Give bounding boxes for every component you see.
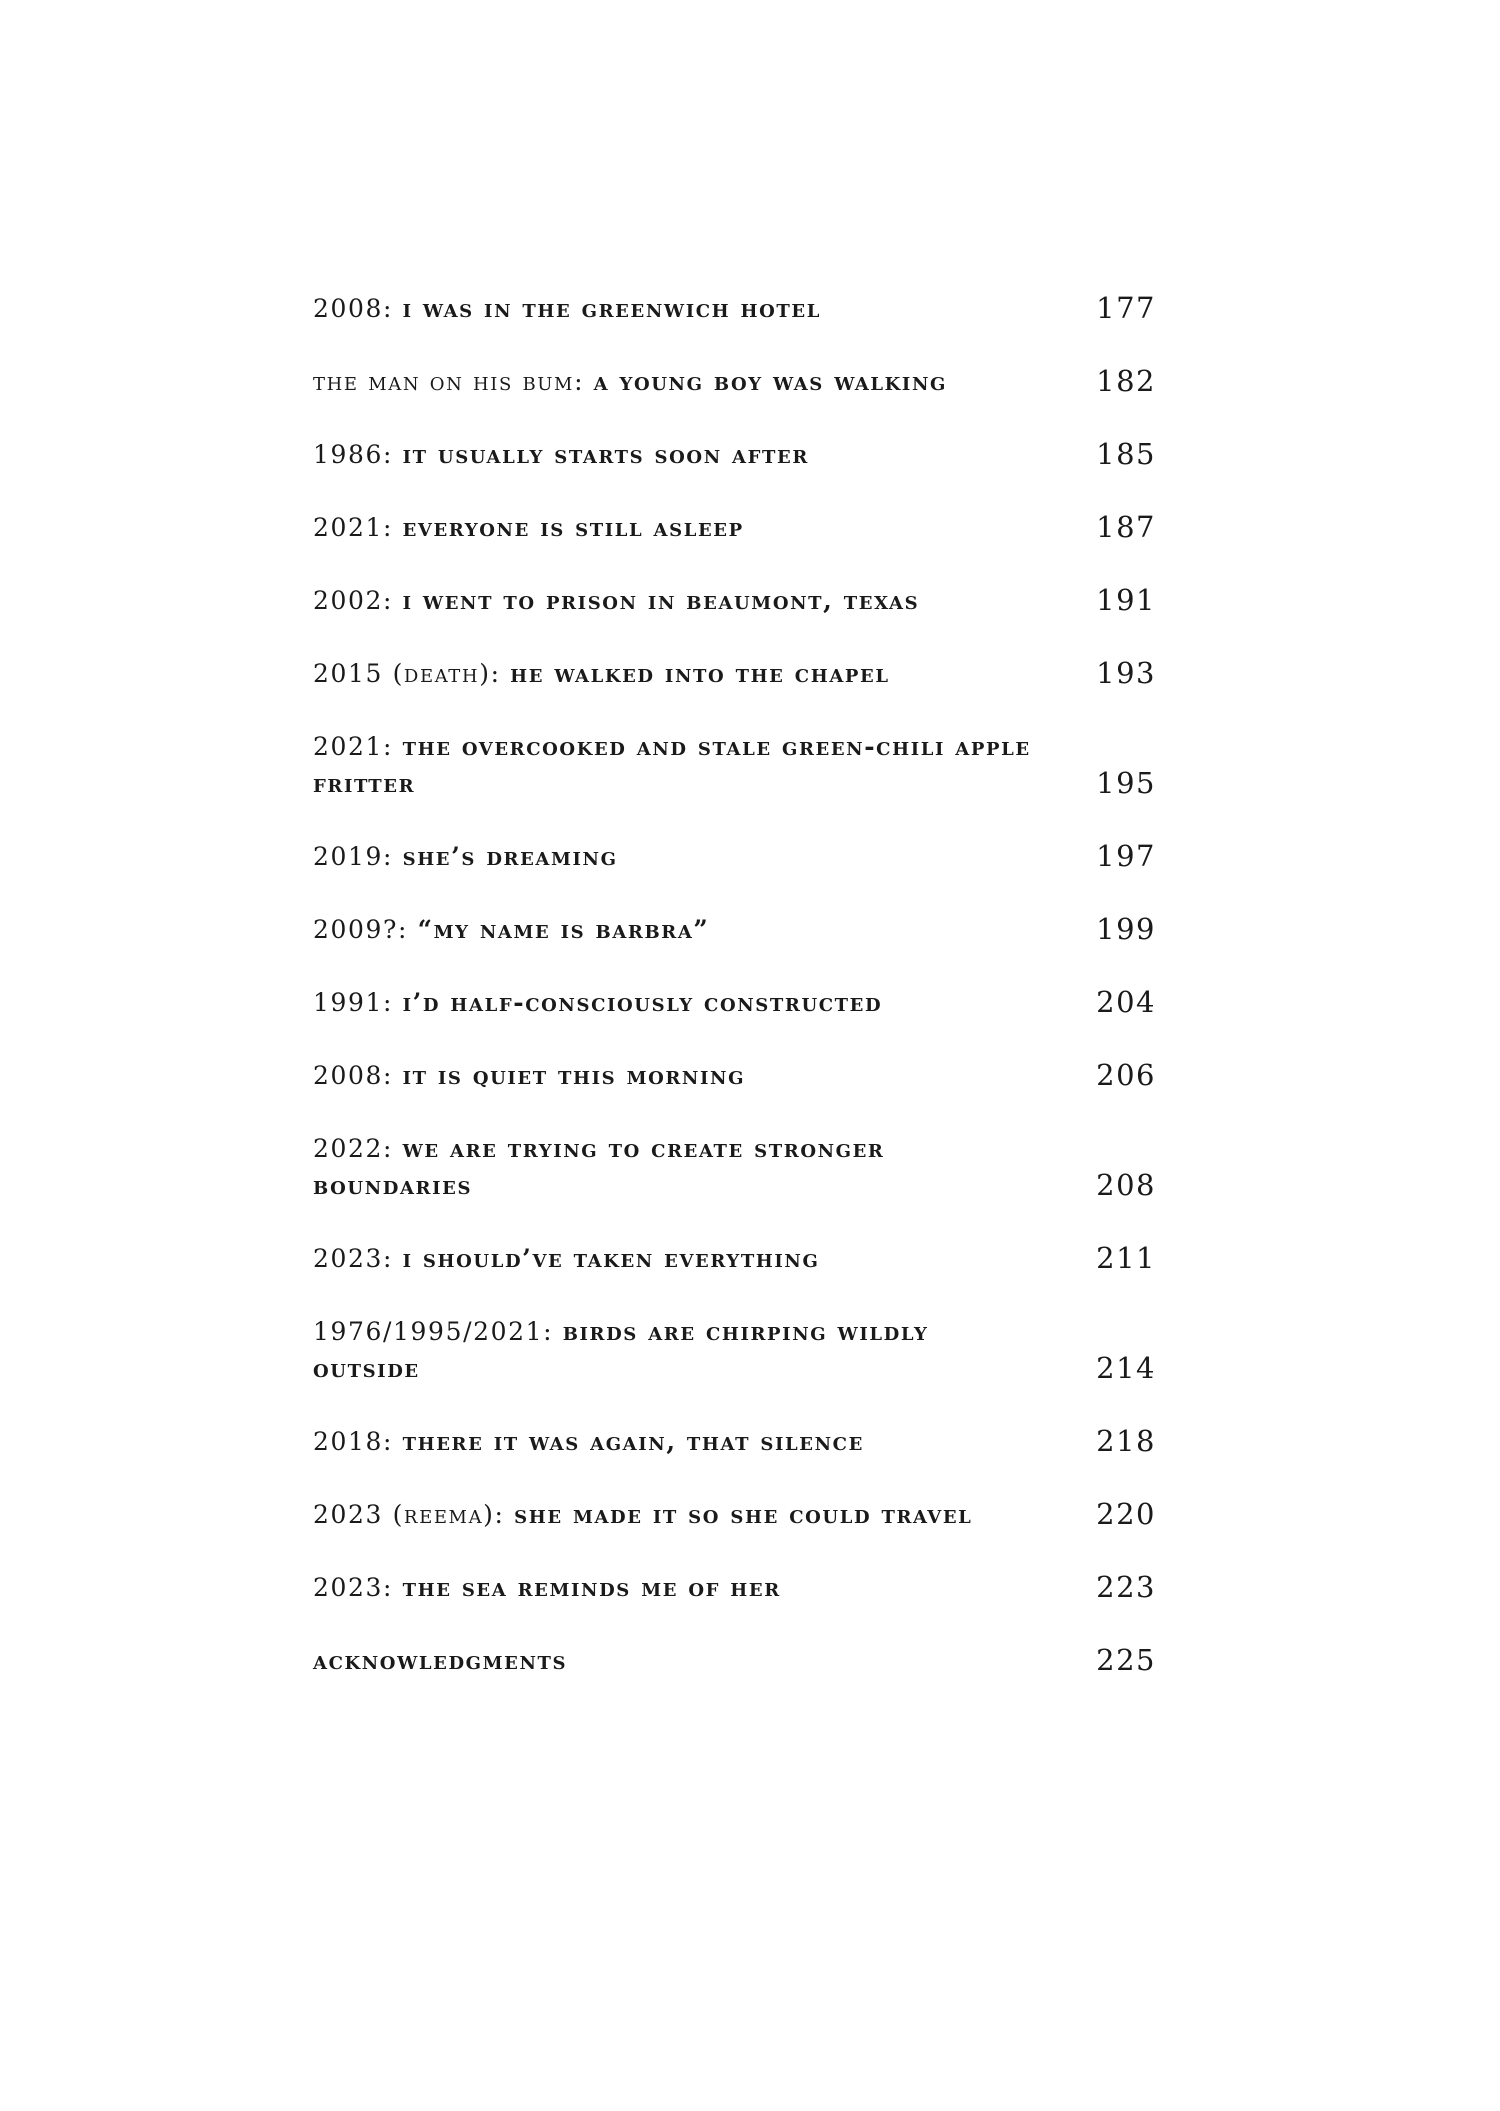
toc-entry-page: 195 — [1096, 766, 1156, 800]
toc-entry-title — [313, 1496, 972, 1533]
toc-entry-heading: everyone is still asleep — [402, 513, 744, 542]
toc-entry-prefix: 2009?: — [313, 915, 418, 944]
toc-entry-heading: he walked into the chapel — [510, 659, 890, 688]
toc-entry-prefix: 2023: — [313, 1244, 403, 1273]
toc-entry-page: 191 — [1096, 583, 1156, 617]
toc-entry-title — [313, 1313, 1033, 1387]
toc-entry-title — [313, 363, 947, 400]
toc-entry-prefix: 1986: — [313, 440, 403, 469]
toc-entry-heading: “my name is barbra” — [417, 915, 710, 944]
toc-entry — [313, 728, 1156, 802]
toc-entry-title — [313, 838, 618, 875]
toc-entry-page: 225 — [1096, 1643, 1156, 1677]
toc-entry-heading: i was in the greenwich hotel — [402, 294, 822, 323]
table-of-contents — [313, 290, 1156, 1715]
toc-entry-heading: acknowledgments — [313, 1646, 568, 1675]
toc-entry-prefix: 2018: — [313, 1427, 403, 1456]
toc-entry-page: 204 — [1096, 985, 1156, 1019]
toc-entry-page: 187 — [1096, 510, 1156, 544]
toc-entry-title — [313, 655, 890, 692]
toc-entry — [313, 509, 1156, 546]
toc-entry — [313, 911, 1156, 948]
toc-entry-title — [313, 984, 882, 1021]
toc-entry-prefix: 2023 (reema): — [313, 1500, 515, 1529]
toc-entry-prefix: 1991: — [313, 988, 403, 1017]
toc-entry — [313, 1642, 1156, 1679]
toc-entry-page: 211 — [1096, 1241, 1156, 1275]
toc-entry-heading: she’s dreaming — [402, 842, 618, 871]
toc-entry-title — [313, 1569, 781, 1606]
toc-entry-prefix: 2015 (death): — [313, 659, 511, 688]
toc-entry-page: 208 — [1096, 1168, 1156, 1202]
toc-entry-heading: it usually starts soon after — [402, 440, 809, 469]
toc-entry-page: 214 — [1096, 1351, 1156, 1385]
toc-entry — [313, 655, 1156, 692]
toc-entry-heading: we are trying to create stronger boundaries — [313, 1134, 885, 1200]
toc-entry-page: 193 — [1096, 656, 1156, 690]
toc-entry-page: 185 — [1096, 437, 1156, 471]
toc-entry — [313, 290, 1156, 327]
toc-entry — [313, 984, 1156, 1021]
toc-entry — [313, 436, 1156, 473]
toc-entry-title — [313, 728, 1033, 802]
toc-entry-page: 218 — [1096, 1424, 1156, 1458]
toc-entry-page: 199 — [1096, 912, 1156, 946]
toc-entry — [313, 1423, 1156, 1460]
toc-entry-heading: birds are chirping wildly outside — [313, 1317, 929, 1383]
toc-entry-heading: i went to prison in beaumont, texas — [402, 586, 920, 615]
toc-entry-title — [313, 1642, 567, 1679]
toc-entry-prefix: 1976/1995/2021: — [313, 1317, 563, 1346]
toc-entry-title — [313, 1423, 864, 1460]
toc-entry-title — [313, 290, 821, 327]
toc-entry-heading: she made it so she could travel — [514, 1500, 973, 1529]
toc-entry-prefix: 2021: — [313, 513, 403, 542]
toc-entry-heading: i should’ve taken everything — [402, 1244, 820, 1273]
toc-entry-page: 197 — [1096, 839, 1156, 873]
toc-entry-title — [313, 1130, 1033, 1204]
toc-entry — [313, 1057, 1156, 1094]
toc-entry-page: 220 — [1096, 1497, 1156, 1531]
toc-entry — [313, 1240, 1156, 1277]
toc-entry — [313, 363, 1156, 400]
toc-entry-heading: a young boy was walking — [593, 367, 947, 396]
toc-entry — [313, 1496, 1156, 1533]
toc-entry-page: 182 — [1096, 364, 1156, 398]
toc-entry — [313, 1569, 1156, 1606]
toc-entry — [313, 582, 1156, 619]
toc-entry-prefix: 2019: — [313, 842, 403, 871]
toc-entry-prefix: 2002: — [313, 586, 403, 615]
toc-entry-prefix: the man on his bum: — [313, 367, 594, 396]
toc-entry-title — [313, 911, 709, 948]
toc-entry-prefix: 2022: — [313, 1134, 403, 1163]
toc-entry-heading: the sea reminds me of her — [402, 1573, 781, 1602]
toc-entry-page: 223 — [1096, 1570, 1156, 1604]
toc-entry-heading: the overcooked and stale green-chili apple fritter — [313, 732, 1031, 798]
toc-entry-title — [313, 436, 809, 473]
toc-entry-heading: i’d half-consciously constructed — [402, 988, 883, 1017]
toc-entry-heading: there it was again, that silence — [402, 1427, 864, 1456]
toc-entry-title — [313, 582, 919, 619]
toc-entry — [313, 838, 1156, 875]
toc-entry — [313, 1313, 1156, 1387]
toc-entry-title — [313, 1240, 819, 1277]
toc-entry-heading: it is quiet this morning — [402, 1061, 746, 1090]
toc-entry-title — [313, 1057, 745, 1094]
toc-entry-prefix: 2023: — [313, 1573, 403, 1602]
toc-entry-prefix: 2008: — [313, 294, 403, 323]
toc-entry-page: 177 — [1096, 291, 1156, 325]
toc-entry-page: 206 — [1096, 1058, 1156, 1092]
toc-entry-prefix: 2021: — [313, 732, 403, 761]
toc-entry-title — [313, 509, 744, 546]
toc-entry-prefix: 2008: — [313, 1061, 403, 1090]
toc-entry — [313, 1130, 1156, 1204]
